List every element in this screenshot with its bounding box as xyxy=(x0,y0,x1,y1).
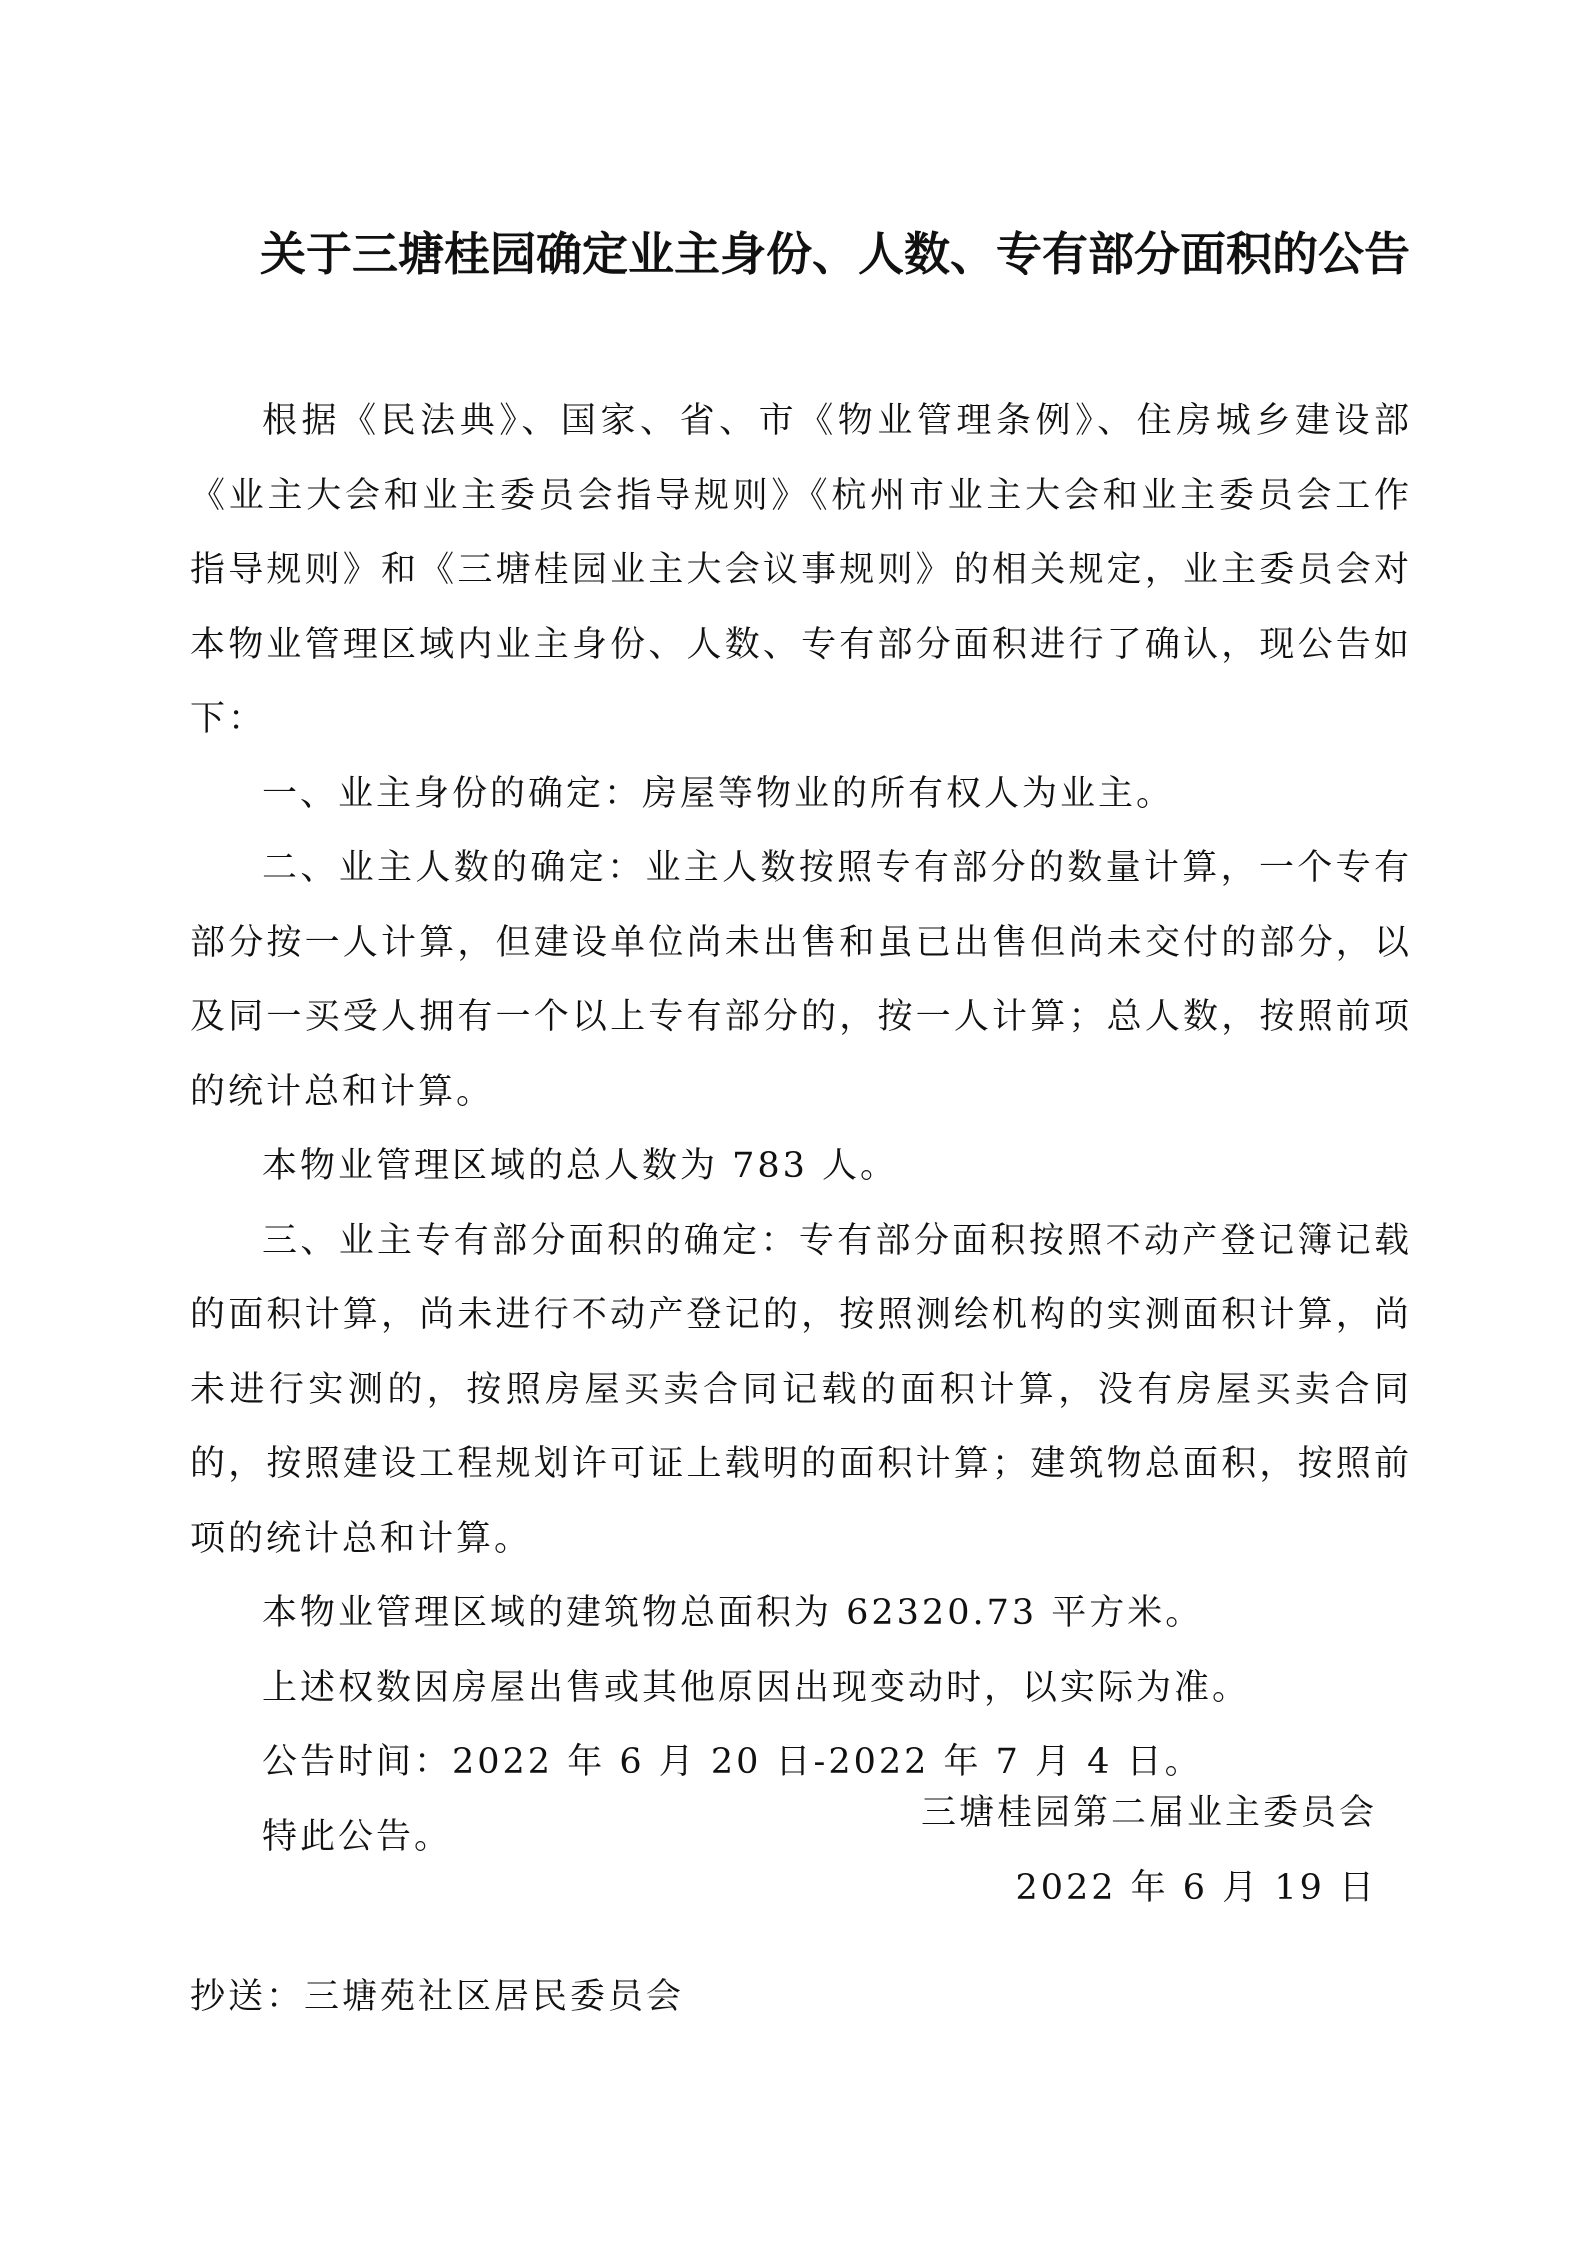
signature-date: 2022 年 6 月 19 日 xyxy=(1015,1867,1377,1908)
document-title: 关于三塘桂园确定业主身份、人数、专有部分面积的公告 xyxy=(260,227,1410,281)
paragraph-total-area: 本物业管理区域的建筑物总面积为 62320.73 平方米。 xyxy=(262,1593,1204,1633)
paragraph-total-count: 本物业管理区域的总人数为 783 人。 xyxy=(262,1146,899,1186)
paragraph-area: 三、业主专有部分面积的确定：专有部分面积按照不动产登记簿记载的面积计算，尚未进行不动产登记的，按照测绘机构的实测面积计算，尚未进行实测的，按照房屋买卖合同记载的面积计算，没有房屋买卖合同的，按照建设工程规划许可证上载明的面积计算；建筑物总面积，按照前项的统计总和计算。 xyxy=(190,1220,1412,1559)
paragraph-intro: 根据《民法典》、国家、省、市《物业管理条例》、住房城乡建设部《业主大会和业主委员会指导规则》《杭州市业主大会和业主委员会工作指导规则》和《三塘桂园业主大会议事规则》的相关规定，业主委员会对本物业管理区域内业主身份、人数、专有部分面积进行了确认，现公告如下： xyxy=(190,401,1412,739)
paragraph-notice-period: 公告时间：2022 年 6 月 20 日-2022 年 7 月 4 日。 xyxy=(262,1742,1203,1782)
paragraph-owner-identity: 一、业主身份的确定：房屋等物业的所有权人为业主。 xyxy=(262,773,1175,814)
paragraph-owner-count: 二、业主人数的确定：业主人数按照专有部分的数量计算，一个专有部分按一人计算，但建设单位尚未出售和虽已出售但尚未交付的部分，以及同一买受人拥有一个以上专有部分的，按一人计算；总人数，按照前项的统计总和计算。 xyxy=(190,848,1412,1112)
cc-line: 抄送：三塘苑社区居民委员会 xyxy=(190,1977,685,2017)
paragraph-closing: 特此公告。 xyxy=(262,1816,453,1857)
document-body xyxy=(190,384,1412,1874)
signature-organization: 三塘桂园第二届业主委员会 xyxy=(920,1793,1377,1833)
signature-block xyxy=(921,1776,1377,1925)
paragraph-change-note: 上述权数因房屋出售或其他原因出现变动时，以实际为准。 xyxy=(262,1667,1251,1708)
